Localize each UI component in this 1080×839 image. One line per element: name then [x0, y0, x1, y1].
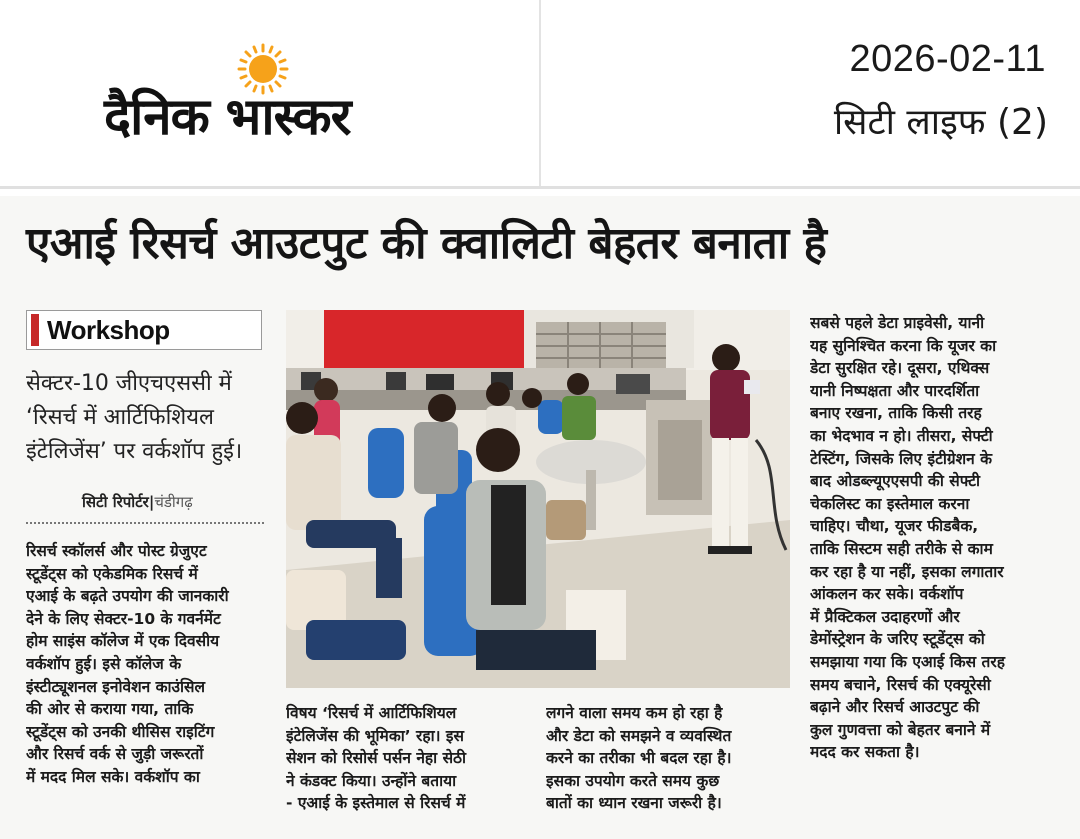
text-line: इंस्टीट्यूशनल इनोवेशन काउंसिल	[26, 677, 206, 696]
text-line: बाद ओडब्ल्यूएएसपी की सेफ्टी	[810, 472, 981, 491]
byline	[82, 492, 193, 512]
subhead-line: ‘रिसर्च में आर्टिफिशियल	[26, 405, 214, 430]
text-line: समझाया गया कि एआई किस तरह	[810, 652, 1005, 671]
rubric-box	[26, 310, 262, 350]
text-line: ताकि सिस्टम सही तरीके से काम	[810, 539, 993, 558]
text-line: विषय ‘रिसर्च में आर्टिफिशियल	[286, 704, 457, 722]
text-line: सबसे पहले डेटा प्राइवेसी, यानी	[810, 314, 985, 332]
text-line: बातों का ध्यान रखना जरूरी है।	[546, 794, 722, 813]
rubric-bar	[31, 314, 39, 346]
text-line: यानी निष्पक्षता और पारदर्शिता	[810, 381, 980, 400]
text-line: वर्कशॉप हुई। इसे कॉलेज के	[26, 654, 182, 673]
text-line: होम साइंस कॉलेज में एक दिवसीय	[26, 632, 220, 651]
page-section: सिटी लाइफ (2)	[833, 102, 1048, 143]
text-line: चेकलिस्ट का इस्तेमाल करना	[810, 494, 970, 513]
text-line: कर रहा है या नहीं, इसका लगातार	[810, 562, 1004, 581]
subhead-line: इंटेलिजेंस’ पर वर्कशॉप हुई।	[26, 439, 243, 464]
text-line: इसका उपयोग करते समय कुछ	[546, 771, 720, 790]
text-column-1	[26, 540, 271, 789]
masthead-logo: दैनिक भास्कर	[104, 88, 351, 147]
text-line: डेमोंस्ट्रेशन के जरिए स्टूडेंट्स को	[810, 630, 985, 649]
text-line: चाहिए। चौथा, यूजर फीडबैक,	[810, 517, 979, 536]
text-line: इंटेलिजेंस की भूमिका’ रहा। इस	[286, 726, 464, 745]
page-header	[0, 0, 1080, 188]
text-line: स्टूडेंट्स को एकेडमिक रिसर्च में	[26, 564, 198, 583]
subhead	[26, 367, 276, 469]
text-line: एआई के बढ़ते उपयोग की जानकारी	[26, 587, 229, 606]
text-line: और रिसर्च वर्क से जुड़ी जरूरतों	[26, 745, 204, 764]
text-line: रिसर्च स्कॉलर्स और पोस्ट ग्रेजुएट	[26, 542, 207, 560]
text-line: डेटा सुरक्षित रहे। दूसरा, एथिक्स	[810, 359, 990, 378]
text-line: लगने वाला समय कम हो रहा है	[546, 704, 723, 722]
text-line: देने के लिए सेक्टर-10 के गवर्नमेंट	[26, 609, 221, 628]
text-line: मदद कर सकता है।	[810, 743, 920, 762]
subhead-line: सेक्टर-10 जीएचएससी में	[26, 371, 232, 396]
text-line: में प्रैक्टिकल उदाहरणों और	[810, 607, 960, 626]
workshop-photo	[286, 310, 790, 688]
text-line: - एआई के इस्तेमाल से रिसर्च में	[286, 794, 466, 813]
text-line: यह सुनिश्चित करना कि यूजर का	[810, 336, 997, 355]
text-column-3	[546, 702, 790, 815]
text-line: की ओर से कराया गया, ताकि	[26, 700, 194, 719]
text-line: आंकलन कर सके। वर्कशॉप	[810, 585, 964, 604]
text-line: बनाए रखना, ताकि किसी तरह	[810, 404, 982, 423]
byline-city: चंडीगढ़	[154, 493, 193, 511]
text-line: बढ़ाने और रिसर्च आउटपुट की	[810, 698, 980, 717]
text-line: का भेदभाव न हो। तीसरा, सेफ्टी	[810, 426, 993, 445]
byline-separator: |	[148, 493, 155, 511]
text-line: कुल गुणवत्ता को बेहतर बनाने में	[810, 720, 991, 739]
publication-date: 2026-02-11	[849, 38, 1046, 80]
text-line: स्टूडेंट्स को उनकी थीसिस राइटिंग	[26, 722, 215, 741]
text-line: सेशन को रिसोर्स पर्सन नेहा सेठी	[286, 749, 467, 768]
text-line: में मदद मिल सके। वर्कशॉप का	[26, 767, 200, 786]
text-column-4	[810, 312, 1050, 764]
text-line: समय बचाने, रिसर्च की एक्यूरेसी	[810, 675, 991, 694]
byline-reporter: सिटी रिपोर्टर	[82, 493, 149, 511]
text-column-2	[286, 702, 526, 815]
text-line: करने का तरीका भी बदल रहा है।	[546, 749, 732, 768]
text-line: और डेटा को समझने व व्यवस्थित	[546, 726, 732, 745]
header-rule	[0, 186, 1080, 189]
header-divider	[539, 0, 541, 188]
text-line: टेस्टिंग, जिसके लिए इंटीग्रेशन के	[810, 449, 993, 468]
text-line: ने कंडक्ट किया। उन्होंने बताया	[286, 771, 457, 790]
news-clipping	[0, 196, 1080, 839]
rubric-label: Workshop	[47, 315, 170, 345]
dotted-divider	[26, 522, 264, 524]
headline: एआई रिसर्च आउटपुट की क्वालिटी बेहतर बनाता है	[26, 218, 827, 269]
